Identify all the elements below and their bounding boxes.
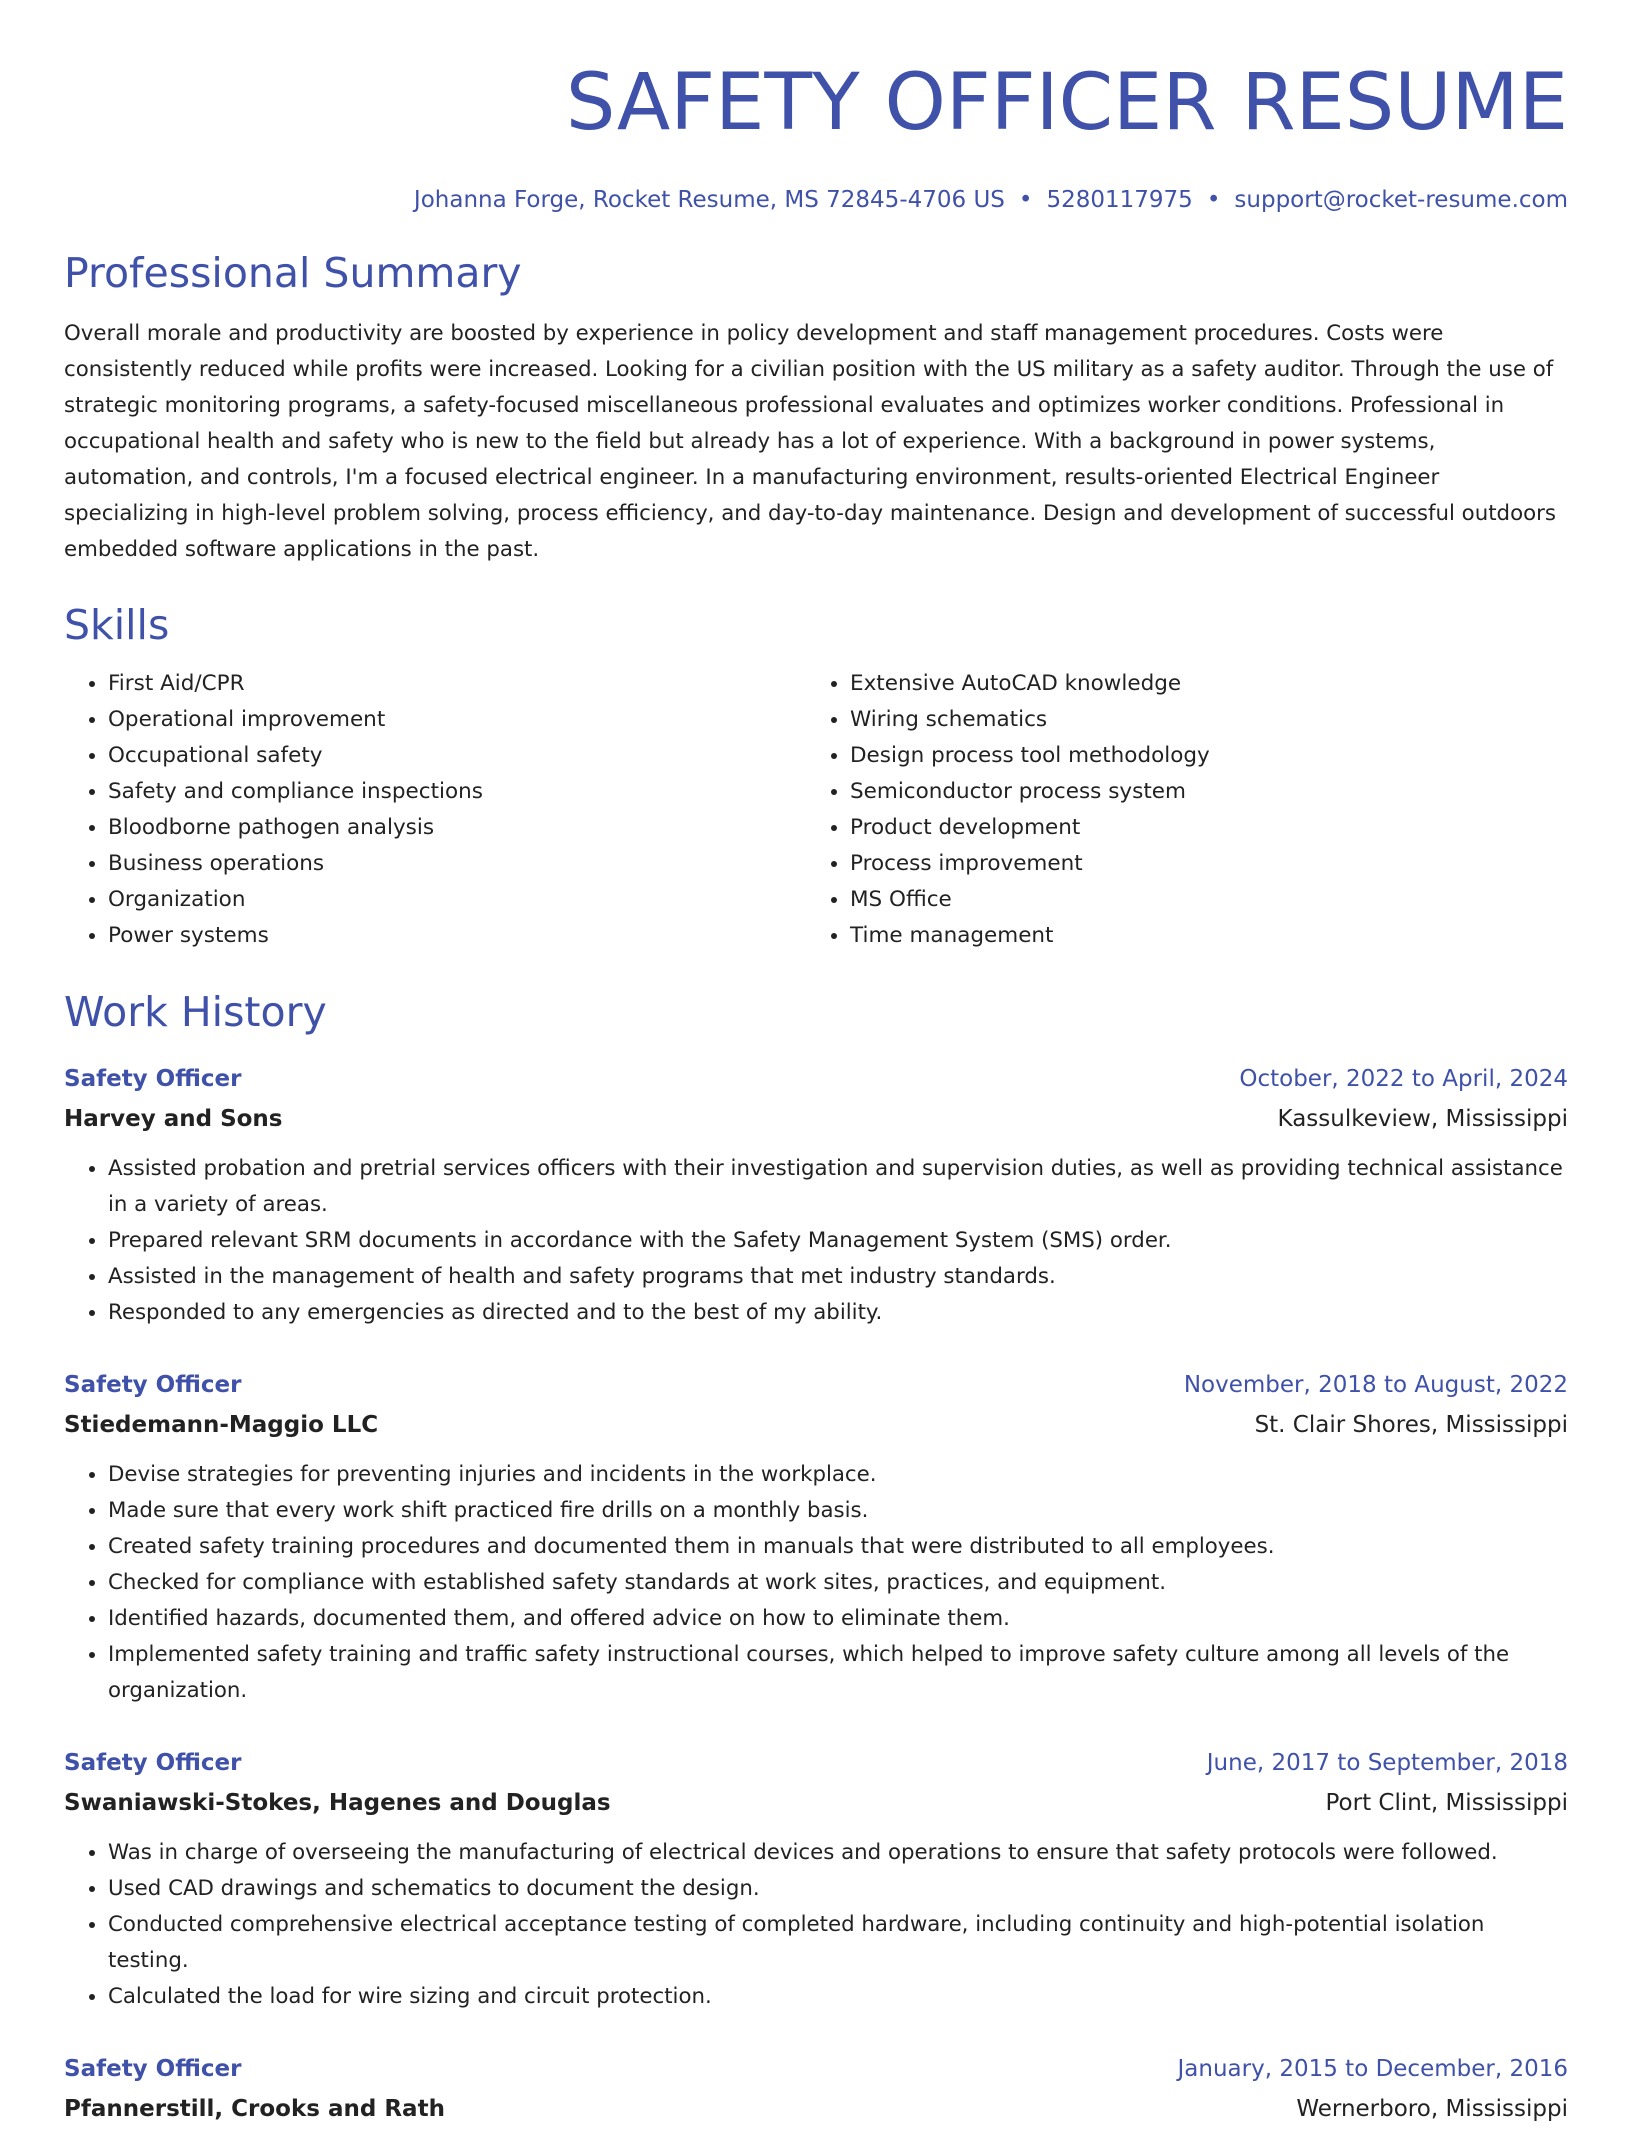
job-bullet: • Prepared relevant SRM documents in accordance with the Safety Management System (SMS) order. <box>108 1223 1568 1259</box>
job-dates: June, 2017 to September, 2018 <box>1206 1750 1568 1776</box>
contact-separator: • <box>1018 187 1033 213</box>
job-bullet: • Checked for compliance with established safety standards at work sites, practices, and equipment. <box>108 1565 1568 1601</box>
job-bullet: • Implemented safety training and traffic safety instructional courses, which helped to improve safety culture among all levels of the organization. <box>108 1637 1568 1709</box>
contact-phone: 5280117975 <box>1046 187 1193 213</box>
job-company: Stiedemann-Maggio LLC <box>64 1412 379 1438</box>
contact-line <box>64 186 1568 214</box>
job-bullet: • Assisted probation and pretrial services officers with their investigation and supervision duties, as well as providing technical assistance in a variety of areas. <box>108 1151 1568 1223</box>
skill-item: • Business operations <box>108 846 806 882</box>
job-company-row <box>64 1099 1568 1139</box>
job-title: Safety Officer <box>64 1372 242 1398</box>
job-bullet: • Calculated the load for wire sizing and circuit protection. <box>108 1979 1568 2015</box>
skill-item: • Safety and compliance inspections <box>108 774 806 810</box>
job-entry <box>64 1743 1568 2015</box>
job-bullet-list <box>64 1835 1568 2015</box>
job-entry <box>64 1059 1568 1331</box>
skill-item: • Power systems <box>108 918 806 954</box>
skill-item: • MS Office <box>850 882 1548 918</box>
job-dates: October, 2022 to April, 2024 <box>1239 1066 1568 1092</box>
job-entry <box>64 2049 1568 2129</box>
job-company-row <box>64 2089 1568 2129</box>
job-location: Kassulkeview, Mississippi <box>1277 1106 1568 1132</box>
skill-item: • First Aid/CPR <box>108 666 806 702</box>
job-company-row <box>64 1405 1568 1445</box>
job-bullet: • Conducted comprehensive electrical acceptance testing of completed hardware, including continuity and high-potential isolation testing. <box>108 1907 1568 1979</box>
skill-item: • Design process tool methodology <box>850 738 1548 774</box>
job-title: Safety Officer <box>64 1750 242 1776</box>
job-company: Swaniawski-Stokes, Hagenes and Douglas <box>64 1790 611 1816</box>
summary-section <box>64 248 1568 568</box>
work-history-section <box>64 987 1568 2129</box>
job-location: Port Clint, Mississippi <box>1325 1790 1568 1816</box>
skill-item: • Extensive AutoCAD knowledge <box>850 666 1548 702</box>
job-dates: January, 2015 to December, 2016 <box>1177 2056 1568 2082</box>
job-location: Wernerboro, Mississippi <box>1296 2096 1568 2122</box>
job-entry <box>64 1365 1568 1709</box>
work-history-heading: Work History <box>64 988 327 1036</box>
job-title-row <box>64 1059 1568 1099</box>
job-title-row <box>64 1743 1568 1783</box>
job-title-row <box>64 1365 1568 1405</box>
job-bullet: • Made sure that every work shift practiced fire drills on a monthly basis. <box>108 1493 1568 1529</box>
job-bullet: • Identified hazards, documented them, and offered advice on how to eliminate them. <box>108 1601 1568 1637</box>
skill-item: • Bloodborne pathogen analysis <box>108 810 806 846</box>
skill-item: • Semiconductor process system <box>850 774 1548 810</box>
job-bullet: • Assisted in the management of health and safety programs that met industry standards. <box>108 1259 1568 1295</box>
summary-heading: Professional Summary <box>64 249 522 297</box>
job-company-row <box>64 1783 1568 1823</box>
job-location: St. Clair Shores, Mississippi <box>1254 1412 1568 1438</box>
job-bullet-list <box>64 1151 1568 1331</box>
job-title-row <box>64 2049 1568 2089</box>
skills-list-right <box>806 666 1548 954</box>
job-bullet: • Responded to any emergencies as directed and to the best of my ability. <box>108 1295 1568 1331</box>
resume-header <box>64 55 1568 214</box>
contact-separator: • <box>1206 187 1221 213</box>
job-bullet: • Used CAD drawings and schematics to document the design. <box>108 1871 1568 1907</box>
skill-item: • Operational improvement <box>108 702 806 738</box>
job-dates: November, 2018 to August, 2022 <box>1183 1372 1568 1398</box>
skills-heading: Skills <box>64 601 170 649</box>
job-bullet: • Was in charge of overseeing the manufacturing of electrical devices and operations to ensure that safety protocols were followed. <box>108 1835 1568 1871</box>
resume-title: SAFETY OFFICER RESUME <box>565 58 1568 148</box>
skill-item: • Occupational safety <box>108 738 806 774</box>
job-company: Pfannerstill, Crooks and Rath <box>64 2096 445 2122</box>
skill-item: • Wiring schematics <box>850 702 1548 738</box>
contact-address: Johanna Forge, Rocket Resume, MS 72845-4706 US <box>413 187 1005 213</box>
skill-item: • Process improvement <box>850 846 1548 882</box>
contact-email[interactable]: support@rocket-resume.com <box>1234 187 1568 213</box>
job-title: Safety Officer <box>64 2056 242 2082</box>
skills-grid <box>64 666 1568 954</box>
job-bullet: • Devise strategies for preventing injuries and incidents in the workplace. <box>108 1457 1568 1493</box>
job-title: Safety Officer <box>64 1066 242 1092</box>
skills-list-left <box>64 666 806 954</box>
skill-item: • Organization <box>108 882 806 918</box>
skill-item: • Product development <box>850 810 1548 846</box>
job-bullet-list <box>64 1457 1568 1709</box>
job-company: Harvey and Sons <box>64 1106 283 1132</box>
job-bullet: • Created safety training procedures and documented them in manuals that were distributed to all employees. <box>108 1529 1568 1565</box>
summary-text: Overall morale and productivity are boosted by experience in policy development and staff management procedures. Costs were consistently reduced while profits were increased. Looking for a civilian position with the US military as a safety auditor. Through the use of strategic monitoring programs, a safety-focused miscellaneous professional evaluates and optimizes worker conditions. Professional in occupational health and safety who is new to the field but already has a lot of experience. With a background in power systems, automation, and controls, I'm a focused electrical engineer. In a manufacturing environment, results-oriented Electrical Engineer specializing in high-level problem solving, process efficiency, and day-to-day maintenance. Design and development of successful outdoors embedded software applications in the past. <box>64 321 1556 562</box>
skills-section <box>64 600 1568 954</box>
skill-item: • Time management <box>850 918 1548 954</box>
